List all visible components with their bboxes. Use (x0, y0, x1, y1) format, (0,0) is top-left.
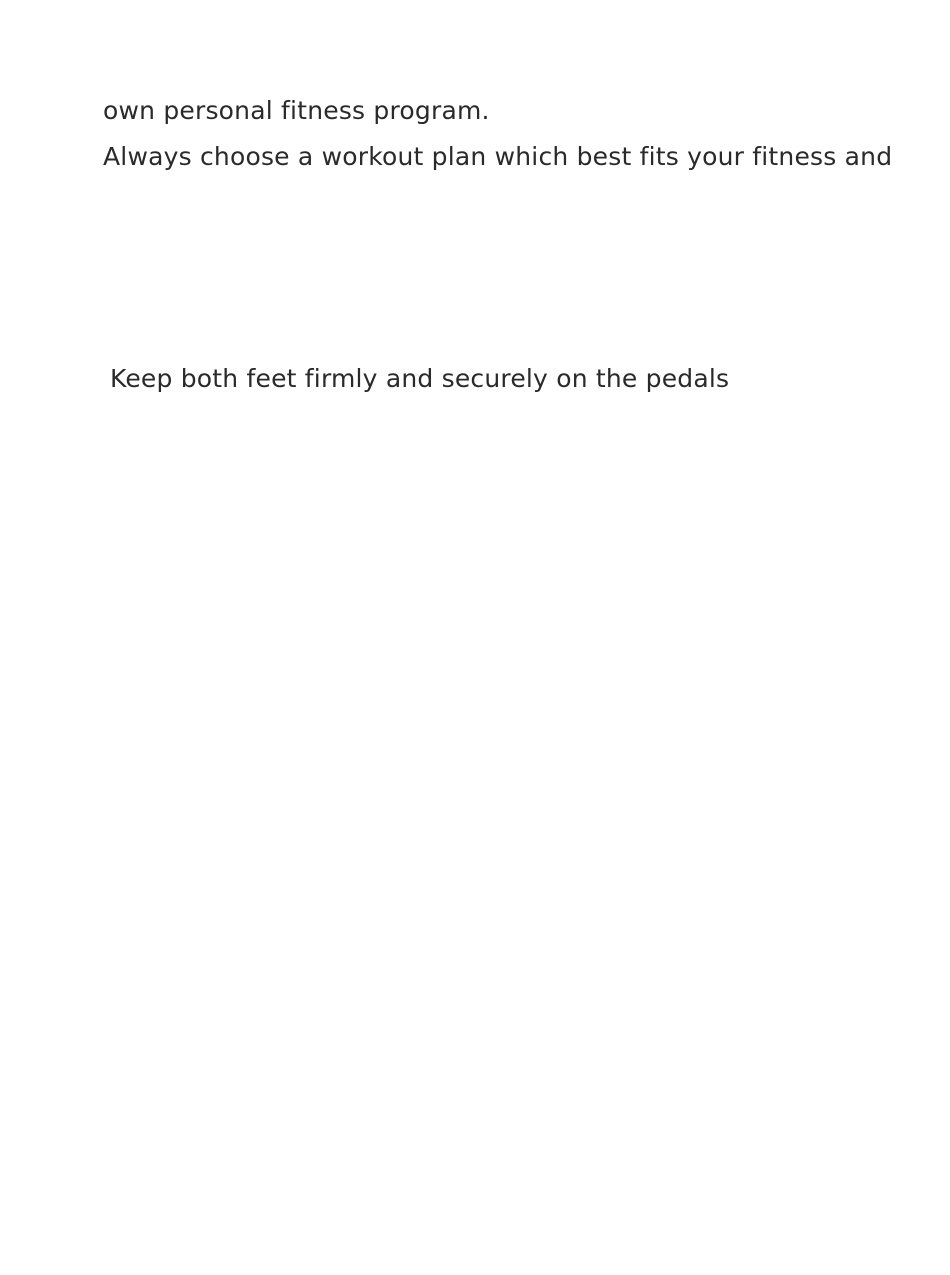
text-line-workout-plan: Always choose a workout plan which best fits your fitness and (103, 142, 893, 171)
text-line-keep-feet-on-pedals: Keep both feet firmly and securely on the pedals (110, 364, 730, 393)
text-line-fitness-program: own personal fitness program. (103, 96, 490, 125)
